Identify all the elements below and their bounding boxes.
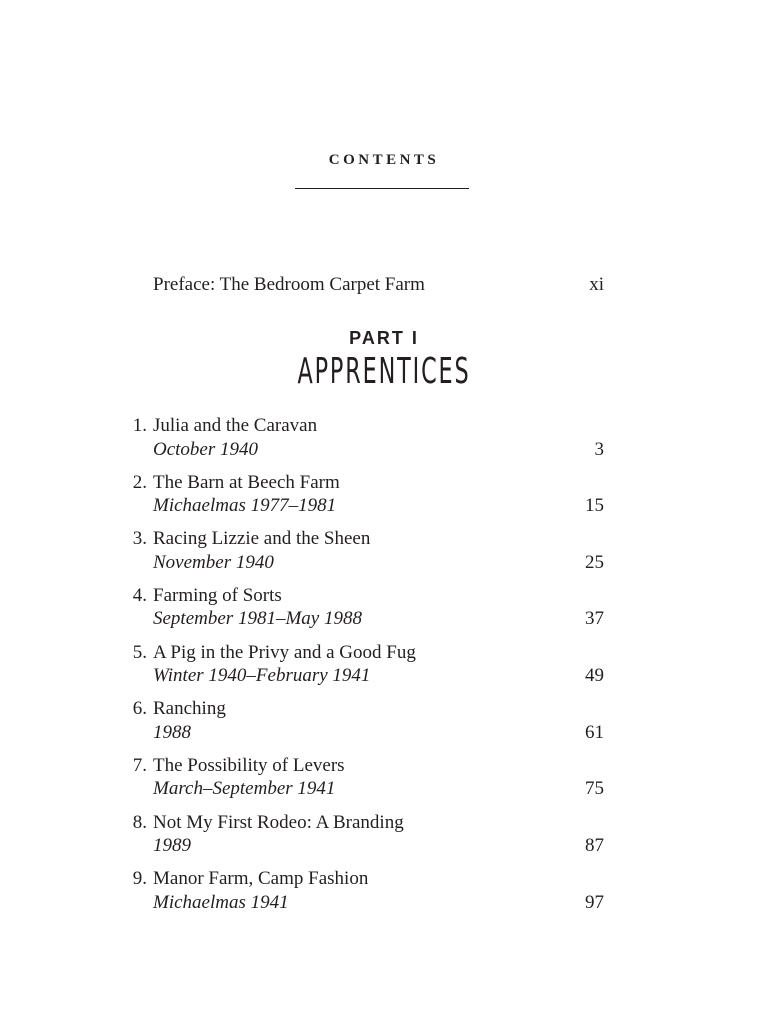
chapter-date: November 1940 <box>153 552 274 573</box>
chapter-entry[interactable] <box>0 471 768 495</box>
chapter-page-number: 15 <box>585 495 604 516</box>
heading-rule <box>295 188 469 189</box>
chapter-page-number: 37 <box>585 608 604 629</box>
chapter-date: October 1940 <box>153 439 259 460</box>
chapter-page-number: 3 <box>594 439 604 460</box>
chapter-number: 7. <box>132 755 147 776</box>
chapter-date-row <box>0 494 768 518</box>
chapter-date-row <box>0 834 768 858</box>
chapter-number: 6. <box>132 698 147 719</box>
chapter-date: September 1981–May 1988 <box>153 608 362 629</box>
chapter-number: 9. <box>132 868 147 889</box>
preface-title: Preface: The Bedroom Carpet Farm <box>153 274 425 295</box>
chapter-entry[interactable] <box>0 867 768 891</box>
chapter-title: Racing Lizzie and the Sheen <box>153 528 371 549</box>
chapter-entry[interactable] <box>0 811 768 835</box>
chapter-date-row <box>0 438 768 462</box>
chapter-title: Not My First Rodeo: A Branding <box>153 812 404 833</box>
part-label: PART I <box>349 328 419 348</box>
preface-page-number: xi <box>589 274 604 295</box>
chapter-date: Michaelmas 1977–1981 <box>153 495 337 516</box>
chapter-number: 5. <box>132 642 147 663</box>
chapter-date-row <box>0 607 768 631</box>
chapter-number: 2. <box>132 472 147 493</box>
chapter-entry[interactable] <box>0 527 768 551</box>
chapter-title: Julia and the Caravan <box>153 415 318 436</box>
chapter-date: 1988 <box>153 722 191 743</box>
chapter-entry[interactable] <box>0 641 768 665</box>
chapter-entry[interactable] <box>0 697 768 721</box>
chapter-page-number: 75 <box>585 778 604 799</box>
chapter-title: Farming of Sorts <box>153 585 282 606</box>
contents-heading: CONTENTS <box>328 152 440 168</box>
chapter-date: Winter 1940–February 1941 <box>153 665 371 686</box>
chapter-entry[interactable] <box>0 584 768 608</box>
chapter-page-number: 25 <box>585 552 604 573</box>
chapter-date: Michaelmas 1941 <box>153 892 289 913</box>
chapter-date: March–September 1941 <box>153 778 336 799</box>
chapter-entry[interactable] <box>0 414 768 438</box>
chapter-number: 3. <box>132 528 147 549</box>
chapter-entry[interactable] <box>0 754 768 778</box>
preface-entry[interactable] <box>0 273 768 297</box>
chapter-title: Manor Farm, Camp Fashion <box>153 868 369 889</box>
chapter-page-number: 87 <box>585 835 604 856</box>
chapter-page-number: 49 <box>585 665 604 686</box>
chapter-title: A Pig in the Privy and a Good Fug <box>153 642 416 663</box>
chapter-title: Ranching <box>153 698 226 719</box>
chapter-date-row <box>0 777 768 801</box>
chapter-date-row <box>0 664 768 688</box>
chapter-date-row <box>0 721 768 745</box>
chapter-date-row <box>0 891 768 915</box>
chapter-page-number: 97 <box>585 892 604 913</box>
chapter-date-row <box>0 551 768 575</box>
chapter-number: 1. <box>132 415 147 436</box>
chapter-title: The Barn at Beech Farm <box>153 472 340 493</box>
chapter-title: The Possibility of Levers <box>153 755 345 776</box>
part-title: APPRENTICES <box>297 351 471 392</box>
chapter-page-number: 61 <box>585 722 604 743</box>
chapter-number: 4. <box>132 585 147 606</box>
chapter-number: 8. <box>132 812 147 833</box>
chapter-date: 1989 <box>153 835 191 856</box>
